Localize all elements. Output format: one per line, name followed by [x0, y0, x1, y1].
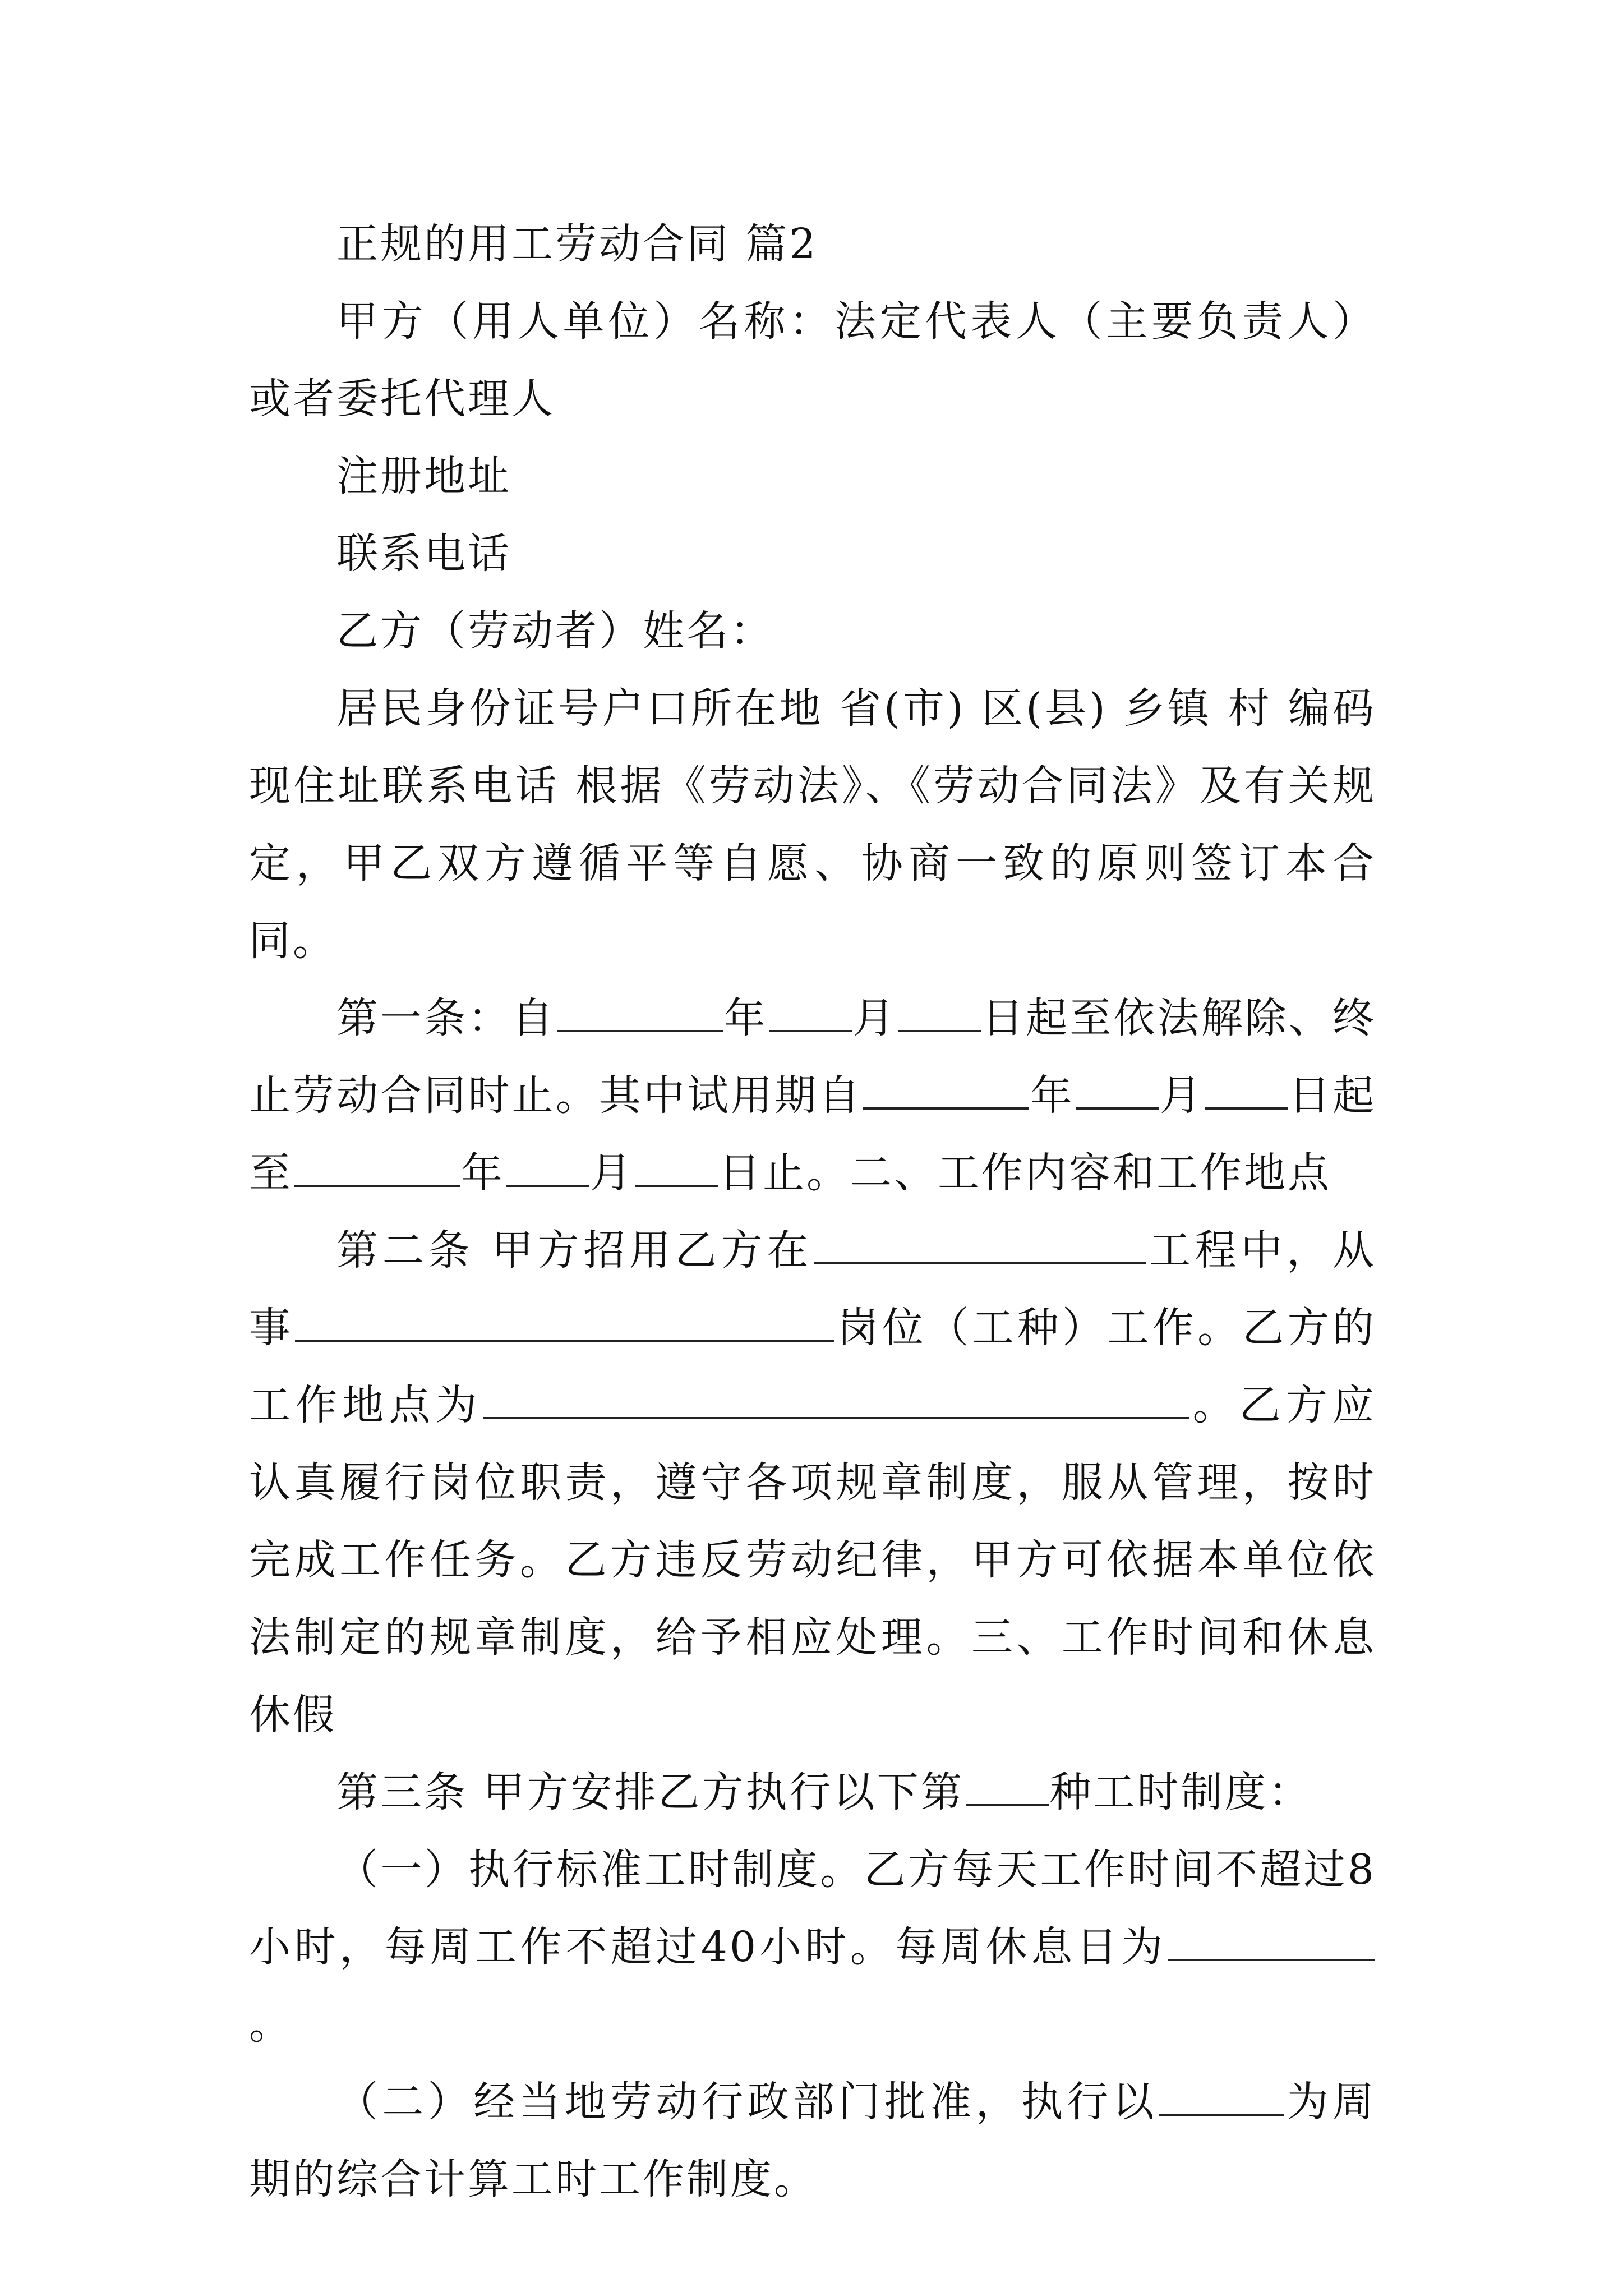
paragraph-article-3 — [249, 1754, 1376, 1831]
fill-in-blank[interactable] — [635, 1150, 718, 1187]
fill-in-blank[interactable] — [1205, 1073, 1288, 1110]
paragraph-party-b-details — [249, 670, 1376, 979]
fill-in-blank[interactable] — [898, 995, 981, 1032]
paragraph-text: 年 — [723, 994, 768, 1042]
paragraph-article-3-2 — [249, 2063, 1376, 2218]
fill-in-blank[interactable] — [294, 1150, 460, 1187]
fill-in-blank[interactable] — [966, 1769, 1049, 1806]
paragraph-text: 年 — [1030, 1071, 1075, 1120]
fill-in-blank[interactable] — [506, 1150, 589, 1187]
paragraph-text: 月 — [1159, 1071, 1204, 1120]
paragraph-title — [249, 205, 1376, 283]
paragraph-text: 工程中，从事 — [249, 1226, 1376, 1352]
paragraph-party-a-name — [249, 283, 1376, 438]
document-body — [249, 205, 1376, 2218]
paragraph-text: 甲方（用人单位）名称：法定代表人（主要负责人）或者委托代理人 — [249, 297, 1376, 423]
paragraph-text: 日起至 — [249, 1071, 1377, 1197]
paragraph-article-2 — [249, 1212, 1376, 1754]
fill-in-blank[interactable] — [295, 1305, 834, 1342]
paragraph-contact-phone — [249, 515, 1376, 592]
paragraph-text: 月 — [852, 994, 897, 1042]
paragraph-party-b-name — [249, 592, 1376, 670]
paragraph-text: 岗位（工种）工作。乙方的工作地点为 — [249, 1304, 1377, 1429]
paragraph-registered-address — [249, 438, 1376, 515]
fill-in-blank[interactable] — [863, 1073, 1029, 1110]
paragraph-text: 第一条：自 — [336, 994, 556, 1042]
fill-in-blank[interactable] — [769, 995, 852, 1032]
paragraph-text: （二）经当地劳动行政部门批准，执行以 — [336, 2078, 1159, 2126]
paragraph-text: 居民身份证号户口所在地 省(市) 区(县) 乡镇 村 编码现住址联系电话 根据《劳动法》、《劳动合同法》及有关规定，甲乙双方遵循平等自愿、协商一致的原则签订本合同。 — [249, 684, 1376, 965]
fill-in-blank[interactable] — [557, 995, 723, 1032]
paragraph-text: 。 — [249, 2000, 293, 2049]
paragraph-text: 第二条 甲方招用乙方在 — [336, 1226, 813, 1274]
paragraph-text: 年 — [461, 1149, 505, 1197]
paragraph-text: 第三条 甲方安排乙方执行以下第 — [336, 1768, 965, 1816]
fill-in-blank[interactable] — [1159, 2079, 1284, 2116]
paragraph-text: 日止。二、工作内容和工作地点 — [719, 1149, 1331, 1197]
fill-in-blank[interactable] — [814, 1227, 1146, 1264]
fill-in-blank[interactable] — [483, 1382, 1189, 1419]
paragraph-text: 种工时制度： — [1049, 1768, 1312, 1816]
paragraph-text: 日起至依法解除、终止劳动合同时止。其中试用期自 — [249, 994, 1377, 1120]
paragraph-text: 为周期的综合计算工时工作制度。 — [249, 2078, 1377, 2203]
paragraph-article-1 — [249, 979, 1376, 1212]
fill-in-blank[interactable] — [1076, 1073, 1159, 1110]
paragraph-text: 。乙方应认真履行岗位职责，遵守各项规章制度，服从管理，按时完成工作任务。乙方违反劳动纪律，甲方可依据本单位依法制定的规章制度，给予相应处理。三、工作时间和休息休假 — [249, 1381, 1377, 1739]
paragraph-text: 注册地址 — [336, 452, 511, 500]
paragraph-text: 乙方（劳动者）姓名： — [336, 607, 774, 655]
paragraph-article-3-1 — [249, 1831, 1376, 2063]
fill-in-blank[interactable] — [1168, 1924, 1375, 1961]
paragraph-text: 月 — [590, 1149, 634, 1197]
paragraph-text: （一）执行标准工时制度。乙方每天工作时间不超过8小时，每周工作不超过40小时。每周休息日为 — [249, 1846, 1376, 1971]
paragraph-text: 联系电话 — [336, 530, 511, 578]
paragraph-text: 正规的用工劳动合同 篇2 — [336, 220, 818, 268]
